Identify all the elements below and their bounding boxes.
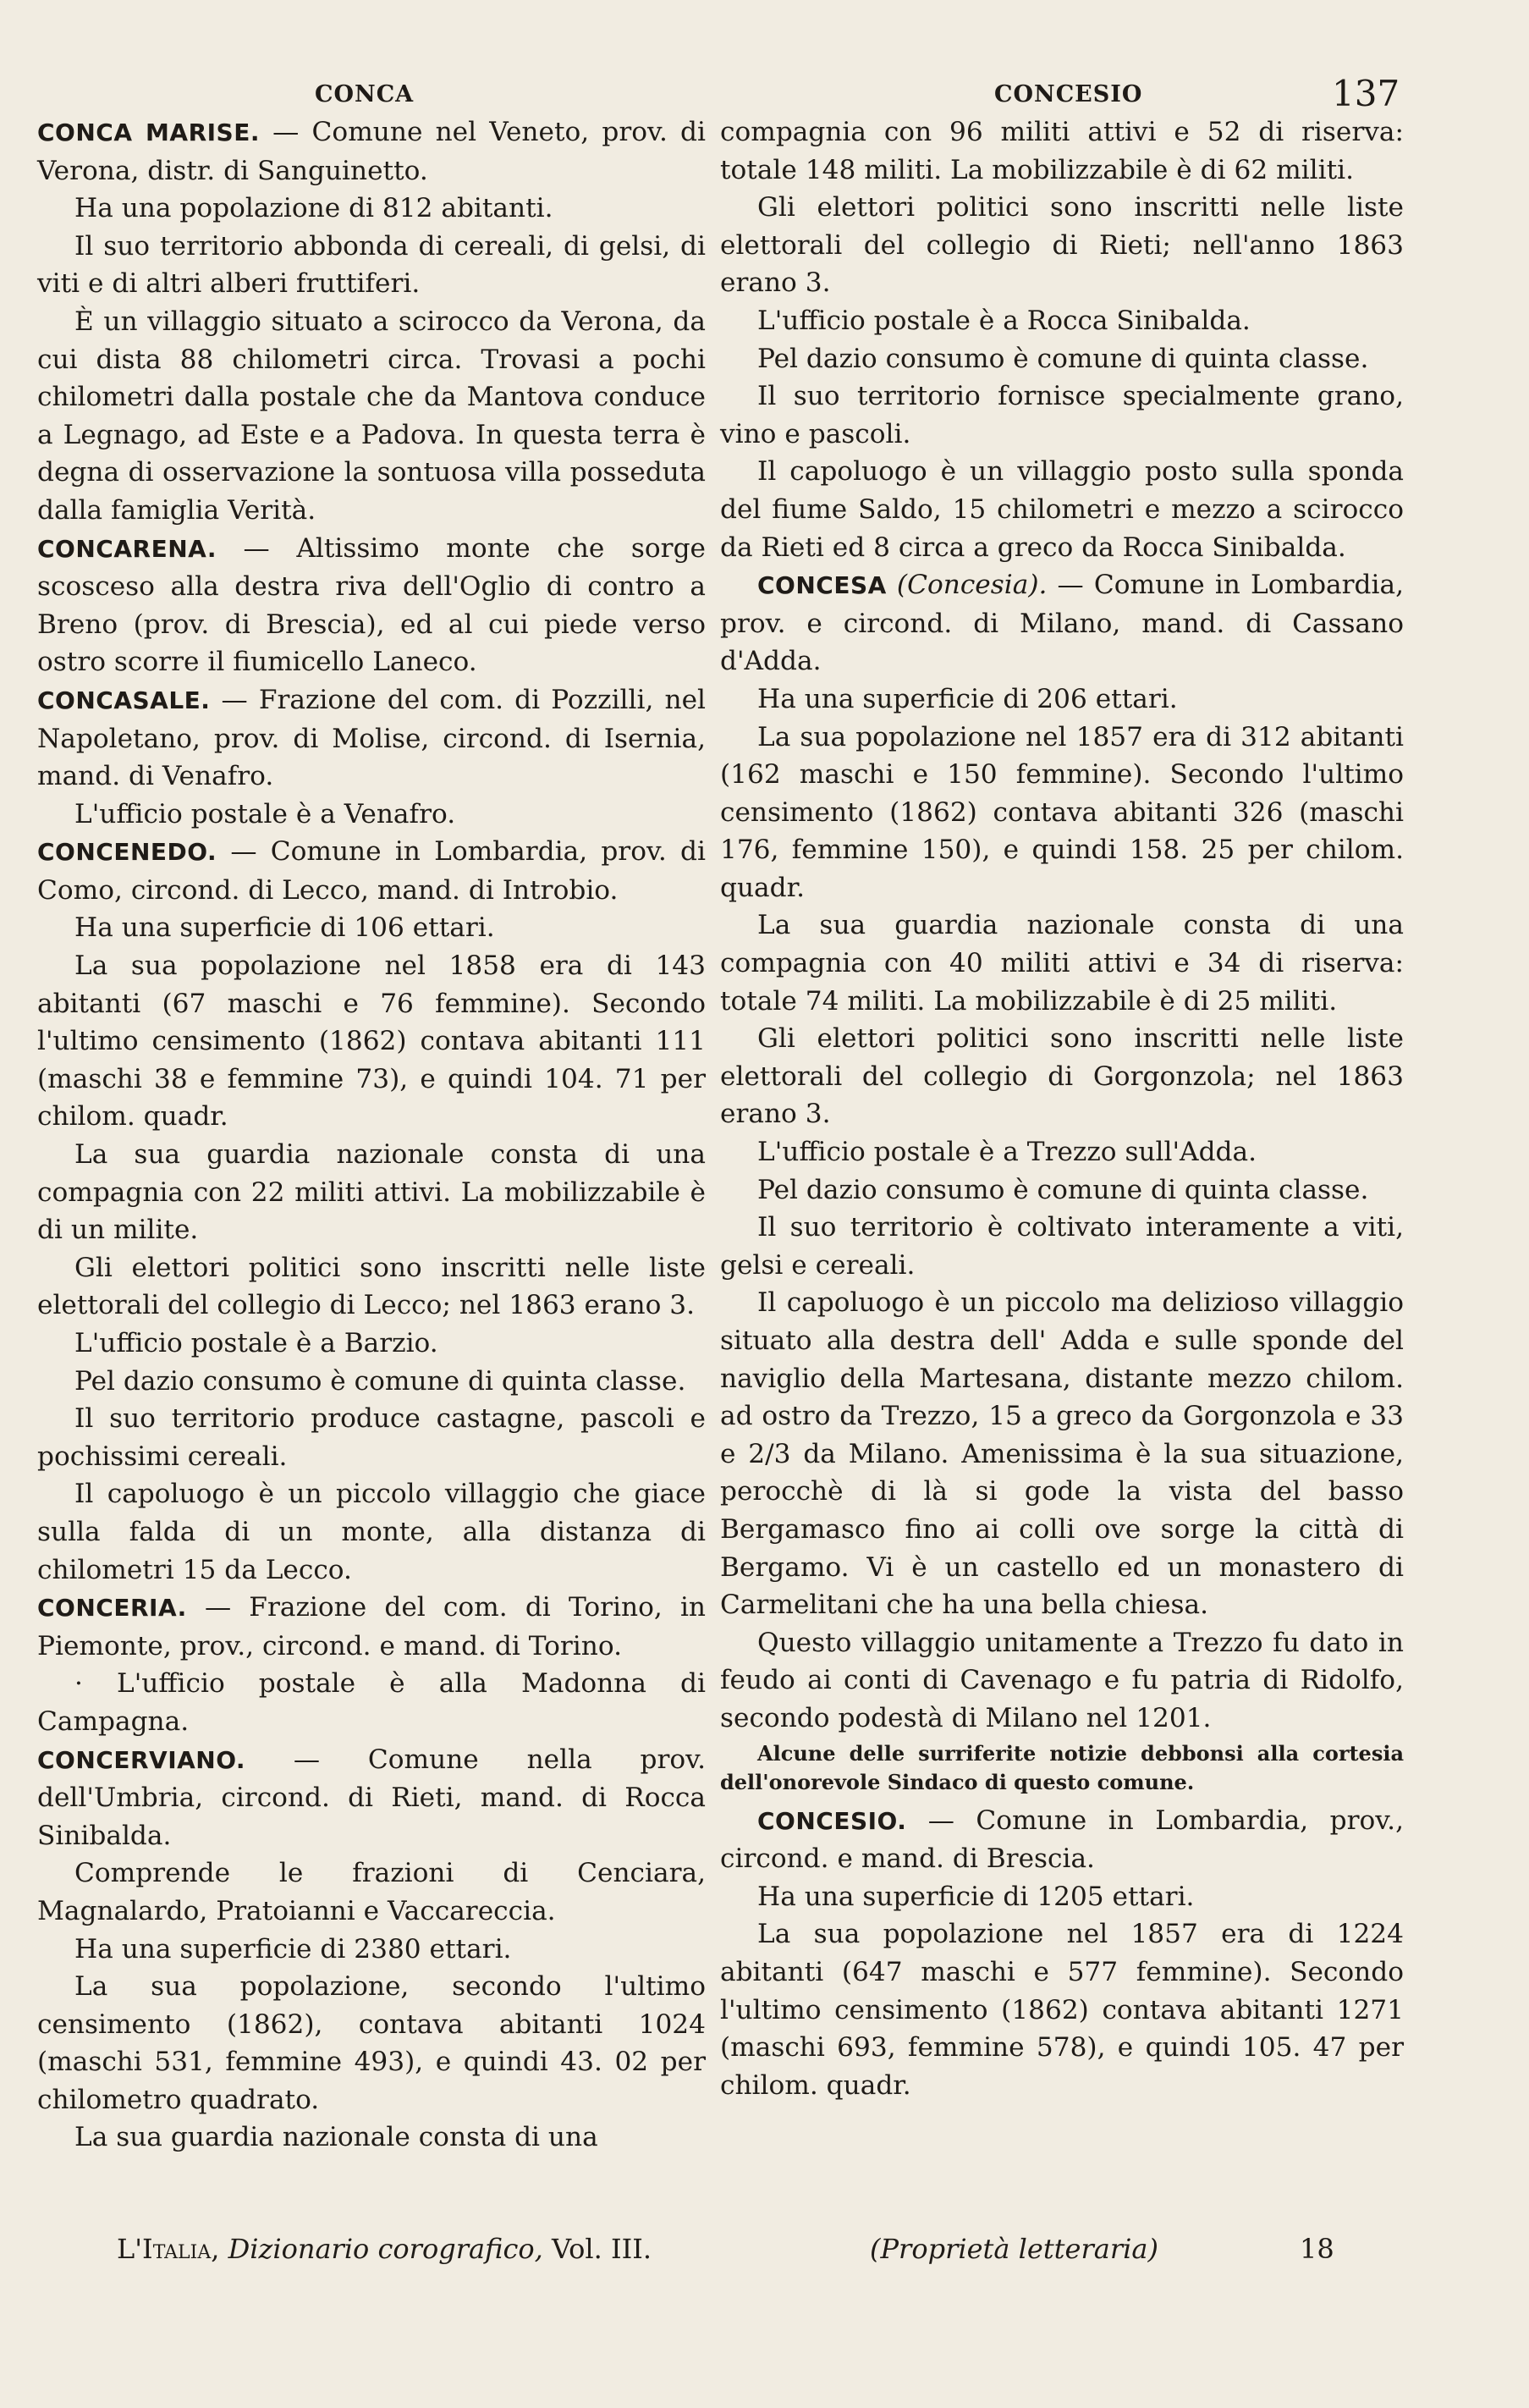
entry-text: — Comune in Lombardia, prov., circond. e mand. di Brescia. — [720, 1805, 1404, 1875]
paragraph: Ha una popolazione di 812 abitanti. — [74, 193, 553, 224]
publication-title: Dizionario corografico, — [228, 2233, 543, 2265]
paragraph: Questo villaggio unitamente a Trezzo fu dato in feudo ai conti di Cavenago e fu patria di Ridolfo, secondo podestà di Milano nel 1201. — [720, 1627, 1404, 1733]
paragraph: La sua guardia nazionale consta di una compagnia con 40 militi attivi e 34 di riserva: totale 74 militi. La mobilizzabile è di 25 militi. — [720, 910, 1404, 1017]
paragraph: La sua popolazione nel 1857 era di 312 abitanti (162 maschi e 150 femmine). Secondo l'ultimo censimento (1862) contava abitanti 326 (maschi 176, femmine 150), e quindi 158. 25 per chilom. quadr. — [720, 721, 1404, 903]
paragraph: Comprende le frazioni di Cenciara, Magnalardo, Pratoianni e Vaccareccia. — [37, 1858, 706, 1926]
headword: CONCESIO. — [757, 1806, 907, 1835]
entry-concerviano — [37, 1741, 706, 1855]
entry-concenedo — [37, 833, 706, 909]
paragraph: compagnia con 96 militi attivi e 52 di riserva: totale 148 militi. La mobilizzabile è di 62 militi. — [720, 117, 1404, 185]
paragraph: Il suo territorio fornisce specialmente grano, vino e pascoli. — [720, 381, 1404, 449]
paragraph: La sua popolazione nel 1858 era di 143 abitanti (67 maschi e 76 femmine). Secondo l'ultimo censimento (1862) contava abitanti 111 (maschi 38 e femmine 73), e quindi 104. 71 per chilom. quadr. — [37, 951, 706, 1132]
entry-concesio — [720, 1802, 1404, 1878]
paragraph: Ha una superficie di 206 ettari. — [757, 683, 1178, 714]
paragraph: La sua guardia nazionale consta di una compagnia con 22 militi attivi. La mobilizzabile è di un milite. — [37, 1139, 706, 1246]
entry-text: — Comune nel Veneto, prov. di Verona, distr. di Sanguinetto. — [37, 117, 706, 186]
paragraph: L'ufficio postale è a Trezzo sull'Adda. — [757, 1137, 1257, 1168]
paragraph: Il capoluogo è un piccolo villaggio che giace sulla falda di un monte, alla distanza di chilometri 15 da Lecco. — [37, 1479, 706, 1585]
paragraph: La sua popolazione nel 1857 era di 1224 abitanti (647 maschi e 577 femmine). Secondo l'ultimo censimento (1862) contava abitanti 1271 (maschi 693, femmine 578), e quindi 105. 47 per chilom. quadr. — [720, 1919, 1404, 2101]
footnote: Alcune delle surriferite notizie debbonsi alla cortesia dell'onorevole Sindaco di questo comune. — [720, 1740, 1404, 1794]
paragraph: Pel dazio consumo è comune di quinta classe. — [757, 1174, 1369, 1205]
entry-conceria — [37, 1589, 706, 1665]
paragraph: L'ufficio postale è a Rocca Sinibalda. — [757, 305, 1251, 336]
entry-concesa — [720, 566, 1404, 681]
paragraph: L'ufficio postale è a Barzio. — [74, 1328, 438, 1358]
headword: CONCENEDO. — [37, 838, 217, 867]
paragraph: La sua popolazione, secondo l'ultimo censimento (1862), contava abitanti 1024 (maschi 531, femmine 493), e quindi 43. 02 per chilometro quadrato. — [37, 1971, 706, 2115]
right-column — [720, 113, 1404, 2104]
paragraph: La sua guardia nazionale consta di una — [74, 2122, 598, 2153]
paragraph: L'ufficio postale è a Venafro. — [74, 798, 456, 829]
latin-name: (Concesia). — [886, 570, 1048, 601]
entry-concasale — [37, 681, 706, 796]
paragraph: Il suo territorio produce castagne, pascoli e pochissimi cereali. — [37, 1403, 706, 1472]
entry-text: — Frazione del com. di Torino, in Piemonte, prov., circond. e mand. di Torino. — [37, 1592, 706, 1661]
footer-rights: (Proprietà letteraria) — [870, 2233, 1158, 2265]
paragraph: Gli elettori politici sono inscritti nelle liste elettorali del collegio di Rieti; nell'anno 1863 erano 3. — [720, 192, 1404, 299]
headword: CONCERIA. — [37, 1594, 187, 1623]
footer-signature: 18 — [1300, 2233, 1334, 2265]
volume-label: Vol. III. — [551, 2233, 652, 2265]
headword: CONCERVIANO. — [37, 1745, 246, 1774]
paragraph: Il capoluogo è un villaggio posto sulla sponda del fiume Saldo, 15 chilometri e mezzo a scirocco da Rieti ed 8 circa a greco da Rocca Sinibalda. — [720, 456, 1404, 563]
paragraph: Ha una superficie di 2380 ettari. — [74, 1933, 512, 1964]
footer-publication — [117, 2233, 652, 2265]
entry-conca-marise — [37, 113, 706, 190]
headword: CONCESA — [757, 571, 887, 600]
paragraph: Pel dazio consumo è comune di quinta classe. — [74, 1365, 686, 1397]
running-head-left: CONCA — [315, 81, 415, 107]
paragraph: Ha una superficie di 106 ettari. — [74, 912, 495, 944]
paragraph: Il suo territorio è coltivato interamente a viti, gelsi e cereali. — [720, 1212, 1404, 1281]
paragraph: Pel dazio consumo è comune di quinta classe. — [757, 343, 1369, 374]
entry-text: — Comune nella prov. dell'Umbria, circond. di Rieti, mand. di Rocca Sinibalda. — [37, 1744, 706, 1851]
entry-text: — Comune in Lombardia, prov. di Como, circond. di Lecco, mand. di Introbio. — [37, 836, 706, 906]
headword: CONCARENA. — [37, 534, 217, 563]
headword: CONCA MARISE. — [37, 118, 260, 146]
paragraph: È un villaggio situato a scirocco da Verona, da cui dista 88 chilometri circa. Trovasi a pochi chilometri dalla postale che da Mantova conduce a Legnago, ad Este e a Padova. In questa terra è degna di osservazione la sontuosa villa posseduta dalla famiglia Verità. — [37, 306, 706, 526]
entry-text: — Comune in Lombardia, prov. e circond. di Milano, mand. di Cassano d'Adda. — [720, 570, 1404, 677]
headword: CONCASALE. — [37, 686, 211, 714]
entry-text: — Frazione del com. di Pozzilli, nel Napoletano, prov. di Molise, circond. di Isernia, mand. di Venafro. — [37, 684, 706, 792]
publication-name: L'Italia, — [117, 2233, 220, 2265]
paragraph: Gli elettori politici sono inscritti nelle liste elettorali del collegio di Lecco; nel 1863 erano 3. — [37, 1252, 706, 1321]
paragraph: · L'ufficio postale è alla Madonna di Campagna. — [37, 1668, 706, 1737]
paragraph: Ha una superficie di 1205 ettari. — [757, 1881, 1195, 1912]
entry-text: — Altissimo monte che sorge scosceso alla destra riva dell'Oglio di contro a Breno (prov. di Brescia), ed al cui piede verso ostro scorre il fiumicello Laneco. — [37, 532, 706, 678]
paragraph: Gli elettori politici sono inscritti nelle liste elettorali del collegio di Gorgonzola; nel 1863 erano 3. — [720, 1023, 1404, 1130]
paragraph: Il suo territorio abbonda di cereali, di gelsi, di viti e di altri alberi fruttiferi. — [37, 230, 706, 300]
paragraph: Il capoluogo è un piccolo ma delizioso villaggio situato alla destra dell' Adda e sulle sponde del naviglio della Martesana, distante mezzo chilom. ad ostro da Trezzo, 15 a greco da Gorgonzola e 33 e 2/3 da Milano. Amenissima è la sua situazione, perocchè di là si gode la vista del basso Bergamasco fino ai colli ove sorge la città di Bergamo. Vi è un castello ed un monastero di Carmelitani che ha una bella chiesa. — [720, 1287, 1404, 1621]
left-column — [37, 113, 706, 2157]
page-number: 137 — [1332, 73, 1400, 114]
running-head-right: CONCESIO — [994, 81, 1143, 107]
entry-concarena — [37, 530, 706, 681]
